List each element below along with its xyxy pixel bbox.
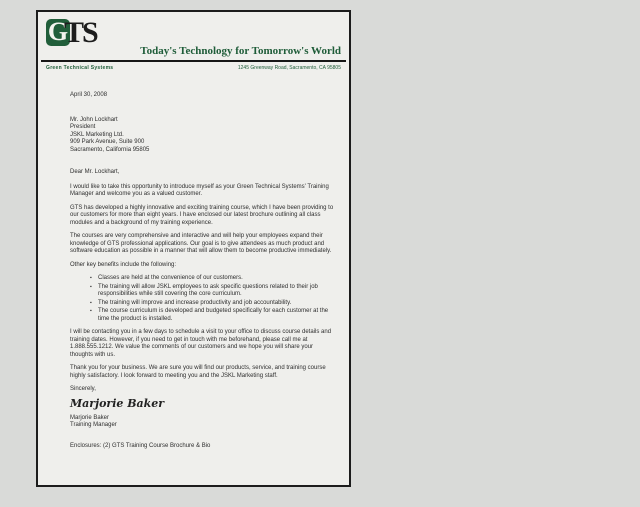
benefit-text: Classes are held at the convenience of our customers.: [98, 275, 243, 281]
recipient-city: Sacramento, California 95805: [70, 146, 150, 153]
letter-page: [36, 10, 351, 487]
benefit-text: The training will improve and increase productivity and job accountability.: [98, 299, 292, 306]
bullet-icon: ▪: [90, 283, 92, 290]
paragraph-thanks: Thank you for your business. We are sure you will find our products, service, and training course highly satisfactory. I look forward to meeting you and the JSKL Marketing staff.: [70, 365, 326, 379]
signoff: Sincerely,: [70, 386, 96, 392]
letter-date: April 30, 2008: [70, 92, 108, 98]
bullet-icon: ▪: [90, 299, 92, 306]
list-item: [90, 308, 335, 323]
paragraph-course: GTS has developed a highly innovative and exciting training course, which I have been providing to our customers for more than eight years. I have enclosed our latest brochure outlining all class modules and a background of my training experience.: [70, 204, 334, 226]
signature-title: Training Manager: [70, 422, 117, 428]
list-item: [90, 284, 335, 299]
signature-name: Marjorie Baker: [70, 414, 110, 421]
enclosures-note: Enclosures: (2) GTS Training Course Brochure & Bio: [70, 442, 211, 449]
letterhead-company-name: Green Technical Systems: [46, 65, 114, 71]
list-item: [90, 300, 335, 308]
paragraph-benefits: The courses are very comprehensive and interactive and will help your employees expand their knowledge of GTS professional applications. Our goal is to give attendees as much product and software education as possible in a manner that will allow them to become productive immediately.: [70, 233, 332, 254]
recipient-name: Mr. John Lockhart: [70, 116, 118, 123]
letterhead-tagline: Today's Technology for Tomorrow's World: [140, 45, 341, 57]
paragraph-intro: I would like to take this opportunity to introduce myself as your Green Technical Systems' Training Manager and welcome you as a valued customer.: [70, 183, 329, 197]
list-item: [90, 275, 335, 283]
bullet-icon: ▪: [90, 275, 92, 281]
letterhead-rule: [41, 60, 346, 62]
recipient-street: 909 Park Avenue, Suite 900: [70, 139, 145, 145]
letterhead-address: 1245 Greenway Road, Sacramento, CA 95805: [237, 65, 341, 71]
salutation: Dear Mr. Lockhart,: [70, 169, 120, 175]
benefits-list: [70, 275, 335, 323]
letter-body: [70, 92, 335, 450]
recipient-company: JSKL Marketing Ltd.: [70, 131, 124, 138]
gts-logo: [46, 16, 97, 49]
gts-logo-ts: TS: [64, 16, 97, 49]
benefit-text: The training will allow JSKL employees to ask specific questions related to their job responsibilities while still covering the core curriculum.: [98, 283, 318, 297]
paragraph-contact: I will be contacting you in a few days to schedule a visit to your office to discuss course details and training dates. However, if you need to get in touch with me beforehand, please call me at 1.888.555.1212. We value the comments of our customers and we hope you will share your thoughts with us.: [70, 329, 332, 358]
signature-handwritten: Marjorie Baker: [70, 396, 165, 410]
recipient-title: President: [70, 124, 96, 130]
bullet-icon: ▪: [90, 308, 92, 314]
benefits-intro: Other key benefits include the following:: [70, 261, 177, 268]
recipient-block: [70, 117, 335, 155]
benefit-text: The course curriculum is developed and budgeted specifically for each customer at the time the product is installed.: [98, 308, 329, 322]
gts-logo-g-icon: G: [47, 17, 69, 46]
